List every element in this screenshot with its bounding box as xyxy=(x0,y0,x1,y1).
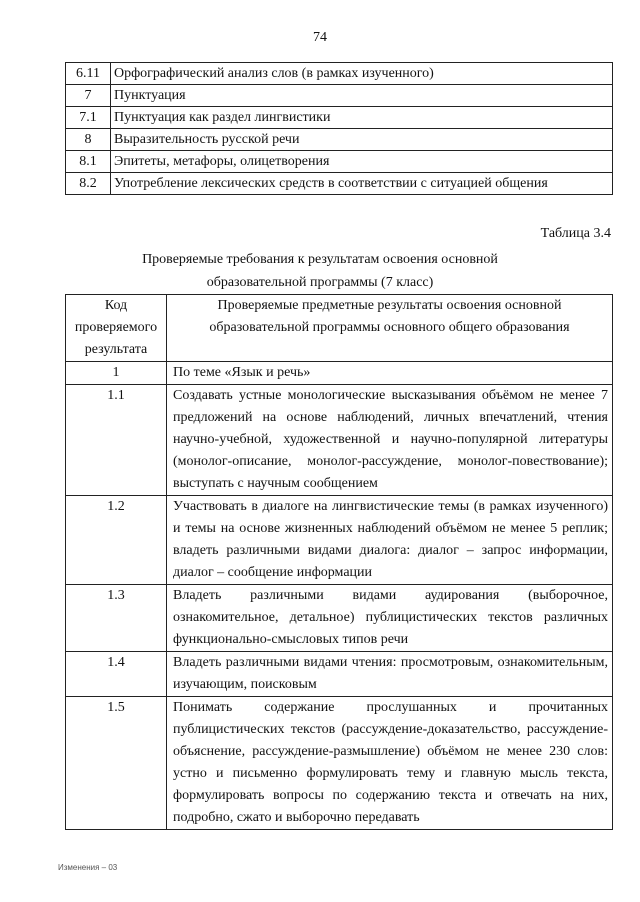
table-row xyxy=(66,173,613,195)
table-row xyxy=(66,585,613,652)
row-code: 8.2 xyxy=(66,173,111,195)
row-code: 1 xyxy=(66,362,167,385)
header-desc: Проверяемые предметные результаты освоения основной образовательной программы основного общего образования xyxy=(167,295,613,362)
table-header-row xyxy=(66,295,613,362)
row-text: Создавать устные монологические высказывания объёмом не менее 7 предложений на основе наблюдений, личных впечатлений, чтения научно-учебной, художественной и научно-популярной литературы (монолог-описание, монолог-рассуждение, монолог-повествование); выступать с научным сообщением xyxy=(167,385,613,496)
row-code: 8 xyxy=(66,129,111,151)
row-code: 6.11 xyxy=(66,63,111,85)
row-code: 1.5 xyxy=(66,697,167,830)
row-text: Пунктуация xyxy=(111,85,613,107)
row-code: 7 xyxy=(66,85,111,107)
row-text: Эпитеты, метафоры, олицетворения xyxy=(111,151,613,173)
table-row xyxy=(66,385,613,496)
table-row xyxy=(66,151,613,173)
table-row xyxy=(66,107,613,129)
row-text: Владеть различными видами чтения: просмотровым, ознакомительным, изучающим, поисковым xyxy=(167,652,613,697)
row-code: 1.3 xyxy=(66,585,167,652)
table-label: Таблица 3.4 xyxy=(540,226,611,241)
row-code: 7.1 xyxy=(66,107,111,129)
table-top xyxy=(65,62,613,195)
page-number: 74 xyxy=(313,30,327,45)
row-code: 1.2 xyxy=(66,496,167,585)
table-row xyxy=(66,129,613,151)
table-row xyxy=(66,496,613,585)
row-text: Употребление лексических средств в соответствии с ситуацией общения xyxy=(111,173,613,195)
table-title-line-2: образовательной программы (7 класс) xyxy=(206,275,434,290)
table-main xyxy=(65,294,613,830)
row-code: 1.1 xyxy=(66,385,167,496)
row-text: Владеть различными видами аудирования (выборочное, ознакомительное, детальное) публицистических текстов различных функционально-смысловых типов речи xyxy=(167,585,613,652)
table-row xyxy=(66,697,613,830)
header-code: Код проверяемого результата xyxy=(66,295,167,362)
row-code: 8.1 xyxy=(66,151,111,173)
row-text: Участвовать в диалоге на лингвистические темы (в рамках изученного) и темы на основе жизненных наблюдений объёмом не менее 5 реплик; владеть различными видами диалога: диалог – запрос информации, диалог – сообщение информации xyxy=(167,496,613,585)
table-row xyxy=(66,85,613,107)
row-text: Орфографический анализ слов (в рамках изученного) xyxy=(111,63,613,85)
table-row xyxy=(66,362,613,385)
row-text: Пунктуация как раздел лингвистики xyxy=(111,107,613,129)
row-text: Выразительность русской речи xyxy=(111,129,613,151)
table-row xyxy=(66,652,613,697)
row-code: 1.4 xyxy=(66,652,167,697)
row-text: По теме «Язык и речь» xyxy=(167,362,613,385)
footer-revision: Изменения – 03 xyxy=(58,863,118,872)
table-row xyxy=(66,63,613,85)
table-title-line-1: Проверяемые требования к результатам освоения основной xyxy=(142,252,498,267)
row-text: Понимать содержание прослушанных и прочитанных публицистических текстов (рассуждение-доказательство, рассуждение-объяснение, рассуждение-размышление) объёмом не менее 230 слов: устно и письменно формулировать тему и главную мысль текста, формулировать вопросы по содержанию текста и отвечать на них, подробно, сжато и выборочно передавать xyxy=(167,697,613,830)
